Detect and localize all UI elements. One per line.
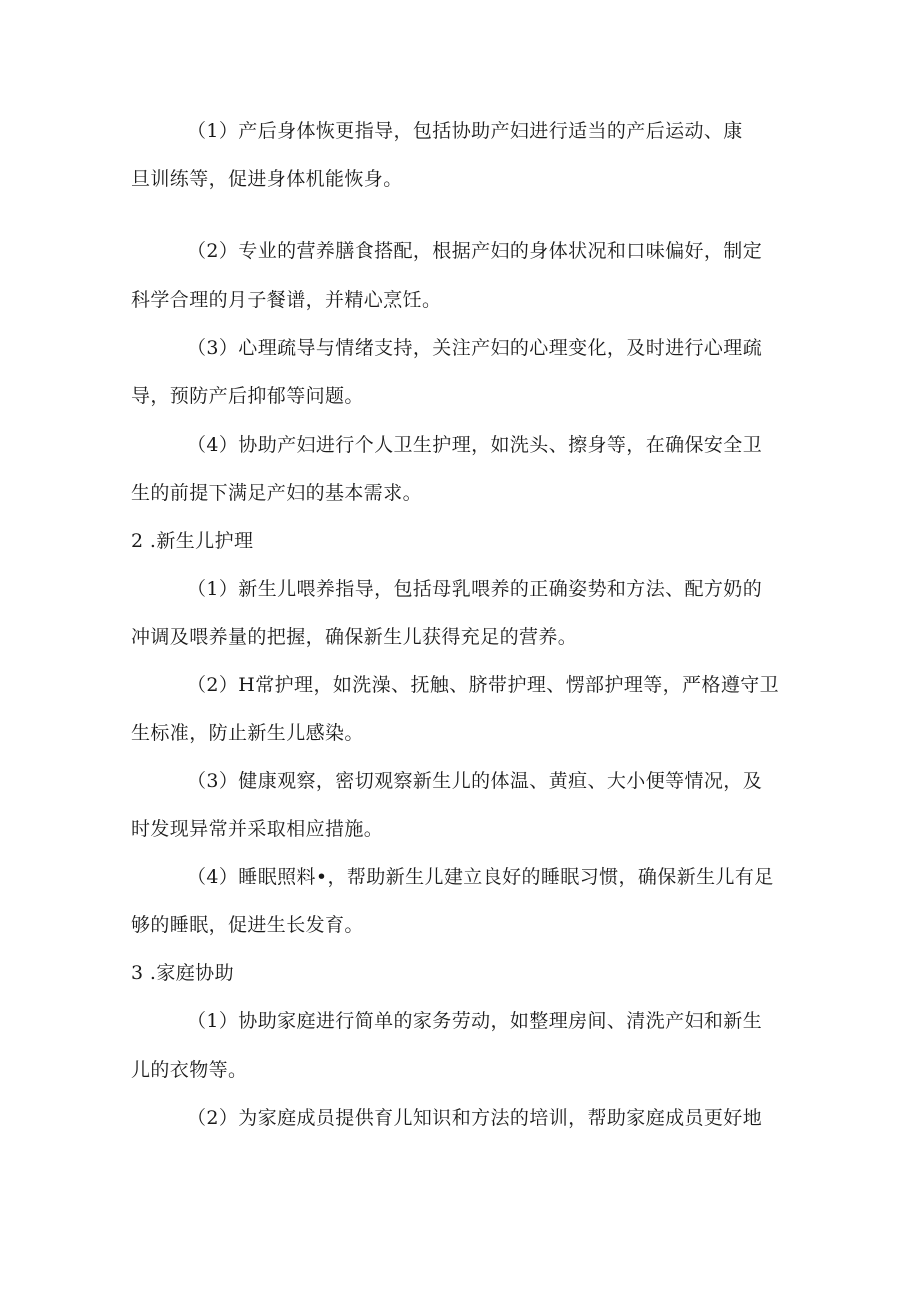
paragraph-1-line-2: 旦训练等，促进身体机能恢身。 bbox=[131, 168, 403, 190]
paragraph-2-line-1: （2）专业的营养膳食搭配，根据产妇的身体状况和口味偏好，制定 bbox=[187, 240, 763, 262]
paragraph-6-line-2: 冲调及喂养量的把握，确保新生儿获得充足的营养。 bbox=[131, 626, 578, 648]
section-heading-family-assistance: 3 .家庭协助 bbox=[131, 962, 234, 984]
paragraph-11-line-1: （1）协助家庭进行简单的家务劳动，如整理房间、清洗产妇和新生 bbox=[187, 1010, 763, 1032]
paragraph-8-line-2: 时发现异常并采取相应措施。 bbox=[131, 818, 384, 840]
paragraph-4-line-2: 生的前提下满足产妇的基本需求。 bbox=[131, 482, 423, 504]
paragraph-6-line-1: （1）新生儿喂养指导，包括母乳喂养的正确姿势和方法、配方奶的 bbox=[187, 578, 763, 600]
paragraph-3-line-1: （3）心理疏导与情绪支持，关注产妇的心理变化，及时进行心理疏 bbox=[187, 337, 763, 359]
paragraph-7-line-2: 生标准，防止新生儿感染。 bbox=[131, 722, 364, 744]
paragraph-7-line-1: （2）H常护理，如洗澡、抚触、脐带护理、愣部护理等，严格遵守卫 bbox=[187, 674, 780, 696]
paragraph-4-line-1: （4）协助产妇进行个人卫生护理，如洗头、擦身等，在确保安全卫 bbox=[187, 434, 763, 456]
paragraph-9-line-1: （4）睡眠照料•，帮助新生儿建立良好的睡眠习惯，确保新生儿有足 bbox=[187, 866, 774, 888]
paragraph-1-line-1: （1）产后身体恢更指导，包括协助产妇进行适当的产后运动、康 bbox=[187, 120, 743, 142]
paragraph-12-line-1: （2）为家庭成员提供育儿知识和方法的培训，帮助家庭成员更好地 bbox=[187, 1107, 763, 1129]
paragraph-9-line-2: 够的睡眠，促进生长发育。 bbox=[131, 914, 364, 936]
paragraph-3-line-2: 导，预防产后抑郁等问题。 bbox=[131, 385, 364, 407]
section-heading-newborn-care: 2 .新生儿护理 bbox=[131, 530, 254, 552]
paragraph-2-line-2: 科学合理的月子餐谱，并精心烹饪。 bbox=[131, 289, 442, 311]
paragraph-8-line-1: （3）健康观察，密切观察新生儿的体温、黄疸、大小便等情况，及 bbox=[187, 770, 763, 792]
paragraph-11-line-2: 儿的衣物等。 bbox=[131, 1059, 248, 1081]
